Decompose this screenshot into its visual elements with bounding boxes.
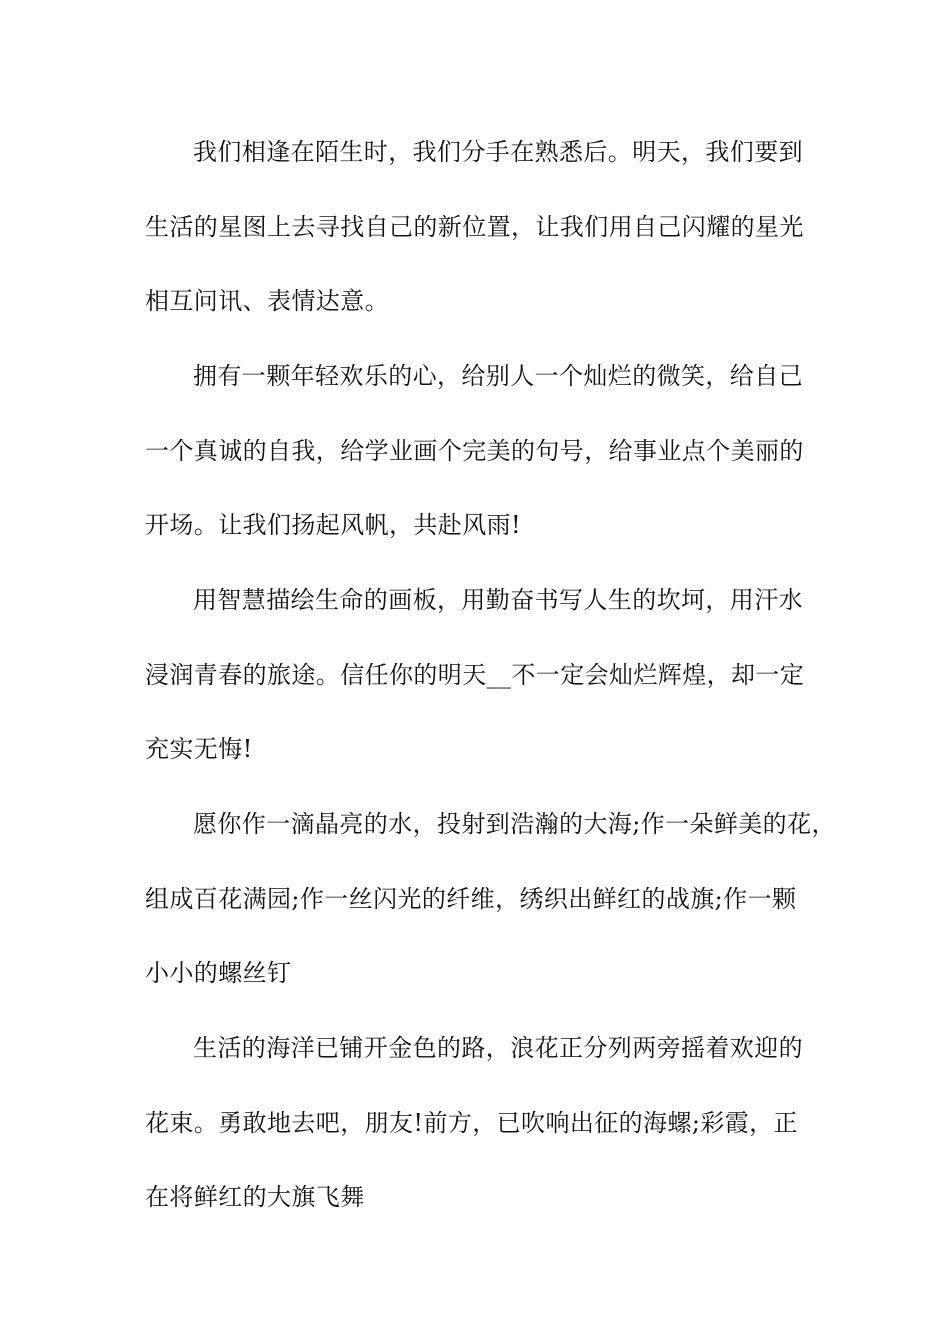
paragraph-line: 花束。勇敢地去吧，朋友!前方，已吹响出征的海螺;彩霞，正 [145, 1108, 798, 1137]
paragraph-3 [145, 584, 815, 808]
paragraph-line: 充实无悔! [145, 735, 253, 764]
paragraph-line: 组成百花满园;作一丝闪光的纤维，绣织出鲜红的战旗;作一颗 [145, 884, 797, 913]
paragraph-line: 相互问讯、表情达意。 [145, 287, 389, 316]
paragraph-line: 我们相逢在陌生时，我们分手在熟悉后。明天，我们要到 [193, 138, 803, 166]
paragraph-1 [145, 136, 815, 360]
paragraph-line: 一个真诚的自我，给学业画个完美的句号，给事业点个美丽的 [145, 436, 804, 465]
paragraph-line: 生活的星图上去寻找自己的新位置，让我们用自己闪耀的星光 [145, 212, 804, 241]
paragraph-line: 生活的海洋已铺开金色的路，浪花正分列两旁摇着欢迎的 [193, 1034, 803, 1062]
paragraph-line: 愿你作一滴晶亮的水，投射到浩瀚的大海;作一朵鲜美的花， [193, 810, 836, 838]
paragraph-line: 开场。让我们扬起风帆，共赴风雨! [145, 511, 522, 540]
paragraph-4 [145, 808, 836, 1032]
paragraph-line: 用智慧描绘生命的画板，用勤奋书写人生的坎坷，用汗水 [193, 586, 803, 614]
paragraph-line: 拥有一颗年轻欢乐的心，给别人一个灿烂的微笑，给自己 [193, 362, 803, 390]
paragraph-2 [145, 360, 815, 584]
paragraph-line: 浸润青春的旅途。信任你的明天__不一定会灿烂辉煌，却一定 [145, 660, 805, 689]
paragraph-line: 小小的螺丝钉 [145, 959, 292, 988]
paragraph-5 [145, 1032, 815, 1256]
paragraph-line: 在将鲜红的大旗飞舞 [145, 1183, 365, 1212]
